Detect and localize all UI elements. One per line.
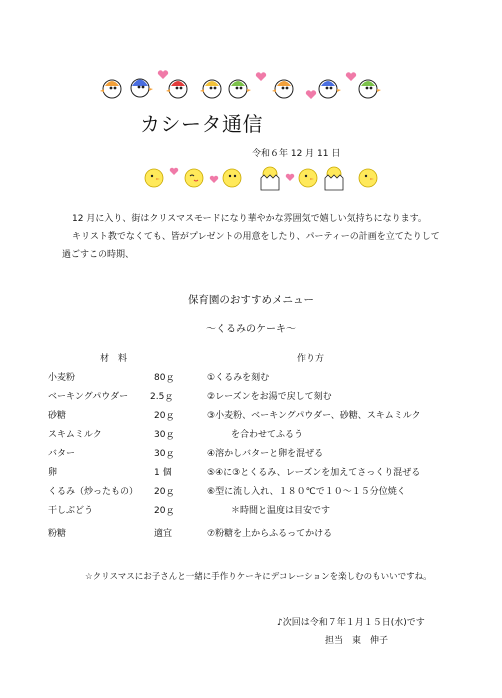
ingredient-name: 小麦粉 [48, 373, 76, 383]
newsletter-title: カシータ通信 [140, 112, 263, 136]
top-bird-decoration [96, 66, 396, 106]
ingredient-qty: 適宜 [154, 529, 173, 539]
intro-line: キリスト教でなくても、皆がプレゼントの用意をしたり、パーティーの計画を立てたりして [72, 232, 440, 242]
chick-icon [299, 169, 317, 187]
bird-icon [229, 80, 251, 98]
chick-icon [223, 169, 241, 187]
intro-line: 過ごすこの時期、 [62, 250, 135, 260]
ingredient-qty: 2.5ｇ [150, 392, 174, 402]
bird-icon [200, 80, 221, 98]
recipe-step: を合わせてふるう [231, 430, 304, 440]
bird-icon [166, 80, 187, 98]
bird-icon [131, 79, 153, 97]
ingredient-name: 砂糖 [48, 411, 67, 421]
closing-note: ☆クリスマスにお子さんと一緒に手作りケーキにデコレーションを楽しむのもいいですね。 [85, 572, 432, 582]
recipe-step: ＊時間と温度は目安です [231, 506, 331, 516]
bird-icon [100, 80, 121, 98]
intro-line: 12 月に入り、街はクリスマスモードになり華やかな雰囲気で嬉しい気持ちになります。 [72, 214, 427, 224]
bird-icon [319, 80, 341, 98]
chick-icon [185, 169, 203, 187]
ingredient-qty: 80ｇ [154, 373, 175, 383]
ingredients-header: 材 料 [100, 354, 128, 364]
dish-name: ～くるみのケーキ～ [206, 324, 296, 335]
recipe-step: ①くるみを刻む [207, 373, 270, 383]
recipe-step: ⑥型に流し入れ、１８０℃で１０～１５分位焼く [207, 487, 406, 497]
heart-icon [256, 72, 266, 81]
ingredient-name: スキムミルク [48, 430, 102, 440]
issue-date: 令和６年 12 月 11 日 [252, 149, 341, 159]
ingredient-qty: 30ｇ [154, 430, 175, 440]
heart-icon [286, 174, 294, 181]
menu-heading: 保育園のおすすめメニュー [187, 294, 315, 306]
ingredient-qty: 20ｇ [154, 506, 175, 516]
heart-icon [306, 90, 316, 99]
bird-icon [272, 80, 293, 98]
heart-icon [158, 70, 168, 79]
ingredient-name: 干しぶどう [48, 506, 94, 516]
chick-in-egg-icon [261, 167, 279, 190]
ingredient-qty: 1 個 [154, 468, 172, 478]
ingredient-qty: 20ｇ [154, 411, 175, 421]
ingredient-qty: 30ｇ [154, 449, 175, 459]
ingredient-name: バター [48, 449, 76, 459]
chick-icon [359, 169, 377, 187]
recipe-step: ③小麦粉、ベーキングパウダー、砂糖、スキムミルク [207, 411, 421, 421]
ingredient-name: 卵 [48, 468, 58, 478]
heart-icon [170, 168, 178, 175]
person-in-charge: 担当 東 伸子 [325, 636, 389, 646]
ingredient-qty: 20ｇ [154, 487, 175, 497]
intro-paragraph [62, 210, 462, 264]
heart-icon [210, 176, 218, 183]
ingredient-name: 粉糖 [48, 529, 67, 539]
chick-in-egg-icon [325, 167, 343, 190]
recipe-step: ②レーズンをお湯で戻して刻む [207, 392, 332, 402]
ingredient-name: ベーキングパウダー [48, 392, 129, 402]
recipe-step: ⑦粉糖を上からふるってかける [207, 529, 333, 539]
chick-icon [145, 169, 163, 187]
chick-decoration [140, 160, 390, 194]
ingredient-name: くるみ（炒ったもの） [48, 487, 139, 497]
recipe-step: ⑤④に③とくるみ、レーズンを加えてさっくり混ぜる [207, 468, 421, 478]
bird-icon [359, 80, 381, 98]
next-issue-note: ♪次回は令和７年１月１５日(水)です [277, 618, 425, 628]
steps-header: 作り方 [297, 354, 325, 364]
heart-icon [346, 72, 356, 81]
recipe-step: ④溶かしバターと卵を混ぜる [207, 449, 324, 459]
